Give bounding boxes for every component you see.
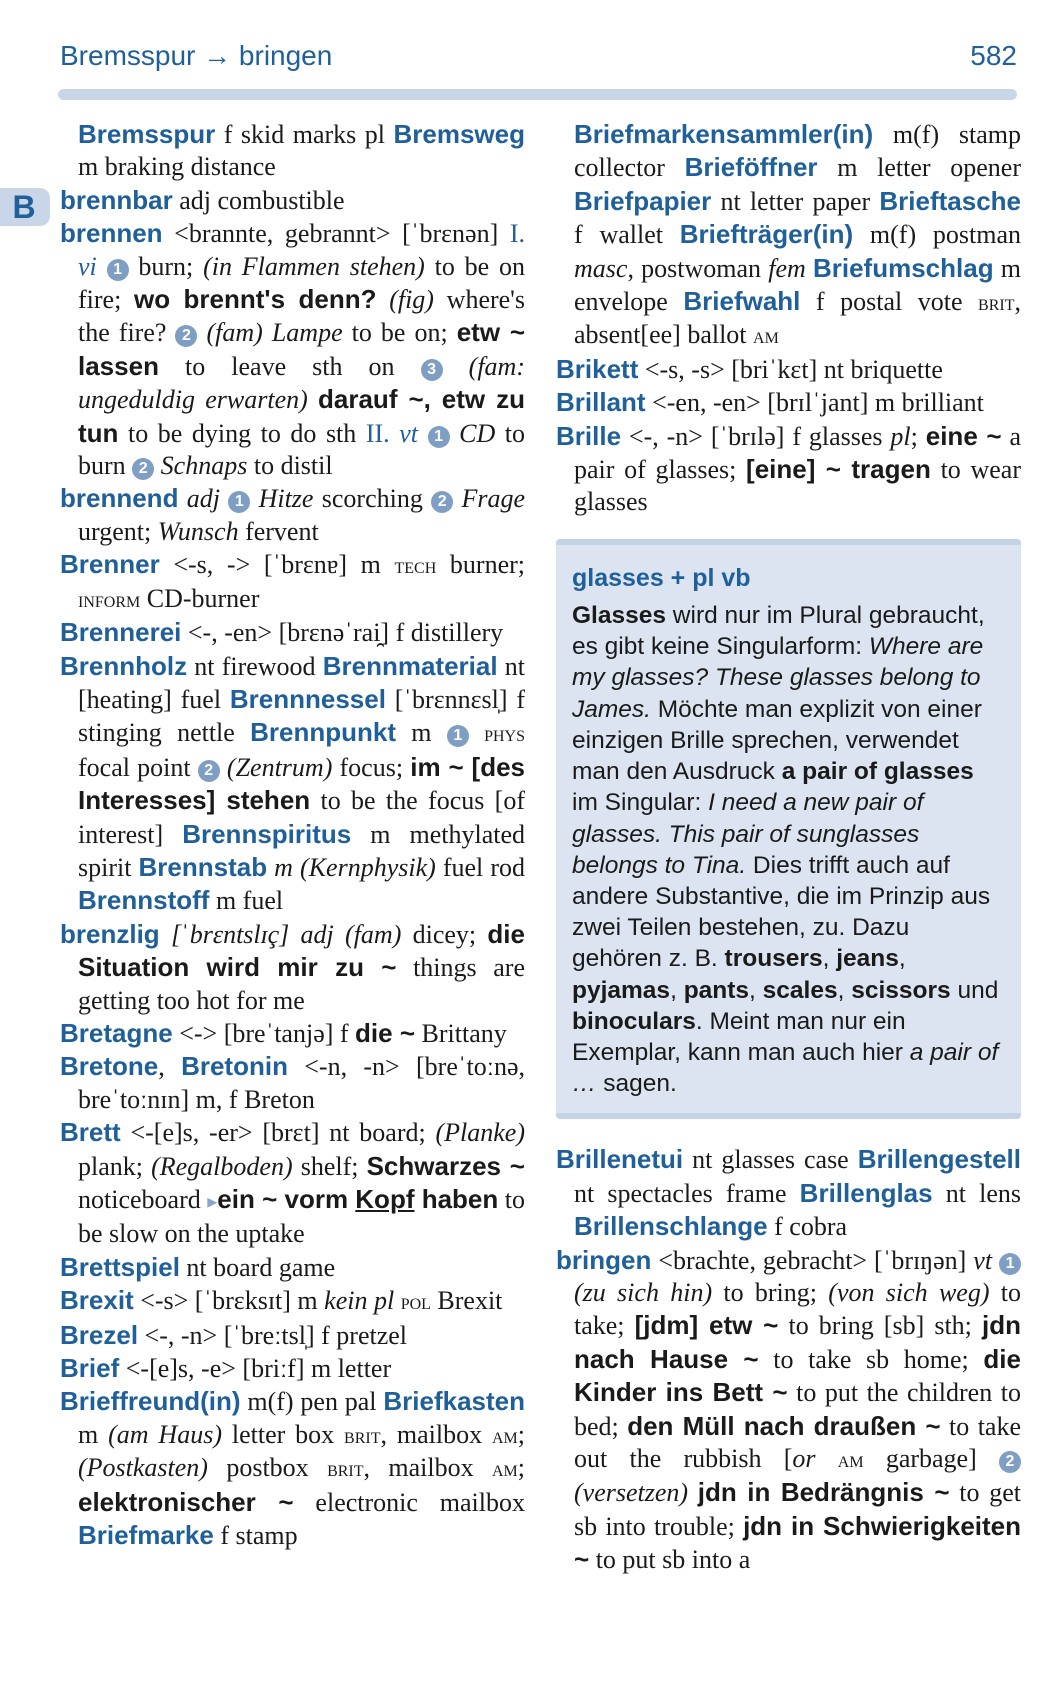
definition: adj combustible bbox=[172, 185, 345, 215]
headword: Brillant bbox=[556, 387, 646, 418]
running-head: Bremsspur → bringen bbox=[60, 40, 333, 71]
definition: nt board game bbox=[179, 1252, 336, 1282]
headword: Brikett bbox=[556, 353, 639, 384]
example: die Kinder ins Bett ~ bbox=[574, 1343, 1021, 1408]
gloss: Frage bbox=[453, 484, 525, 514]
page-number: 582 bbox=[970, 40, 1017, 71]
example: etw ~ lassen bbox=[78, 317, 525, 381]
entry-bretone bbox=[60, 1050, 525, 1116]
definition: nt lens bbox=[932, 1178, 1021, 1208]
example: wo brennt's denn? bbox=[134, 284, 377, 315]
entry-brillant bbox=[556, 386, 1021, 419]
definition: m letter opener bbox=[817, 153, 1021, 183]
forms: <brannte, gebrannt> [ˈbrɛnən] bbox=[162, 219, 510, 249]
label: phys bbox=[484, 721, 525, 747]
definition: f cobra bbox=[767, 1212, 848, 1242]
text: . Meint man nur ein Exemplar, kann man auch hier bbox=[572, 1007, 910, 1066]
definition: focus; bbox=[332, 752, 411, 782]
usage-note-text bbox=[572, 600, 1003, 1099]
gloss: (Postkasten) bbox=[78, 1453, 208, 1483]
definition: to take out the rubbish [ bbox=[574, 1411, 1021, 1473]
section-letter-tab: B bbox=[0, 188, 50, 226]
definition: postbox bbox=[207, 1453, 328, 1483]
headword: Brillengestell bbox=[857, 1144, 1021, 1175]
definition: noticeboard bbox=[78, 1185, 208, 1214]
definition: shelf; bbox=[292, 1151, 367, 1181]
sense-number-icon: 1 bbox=[428, 426, 450, 448]
entry-brezel bbox=[60, 1319, 525, 1352]
entry-brennerei bbox=[60, 616, 525, 649]
definition: to be on; bbox=[342, 318, 457, 348]
definition: m envelope bbox=[574, 253, 1021, 317]
headword: Briefmarkensammler(in) bbox=[574, 119, 874, 149]
term: Glasses bbox=[572, 602, 666, 630]
definition: focal point bbox=[78, 752, 198, 782]
example: elektronischer ~ bbox=[78, 1486, 294, 1517]
headword: Brennmaterial bbox=[322, 650, 498, 681]
definition: a pair of glasses; bbox=[574, 421, 1021, 485]
gloss: or bbox=[792, 1443, 816, 1473]
definition: ; bbox=[517, 1453, 525, 1483]
term: binoculars bbox=[572, 1007, 696, 1035]
example: eine ~ bbox=[925, 420, 1002, 451]
definition: to get sb into trouble; bbox=[574, 1478, 1021, 1541]
text: sagen. bbox=[596, 1070, 677, 1098]
term: jeans bbox=[836, 945, 899, 973]
definition: <-, -n> [ˈbreːtsl̩] f pretzel bbox=[138, 1320, 408, 1350]
headword: Brettspiel bbox=[60, 1251, 180, 1282]
headword: Brille bbox=[556, 420, 622, 451]
example: den Müll nach draußen ~ bbox=[627, 1410, 941, 1441]
gloss: (Planke) bbox=[435, 1118, 525, 1148]
definition bbox=[806, 254, 813, 283]
text: im Singular: bbox=[572, 789, 709, 817]
definition: to leave sth on bbox=[158, 351, 421, 381]
gloss: CD bbox=[449, 418, 496, 448]
definition: , absent[ee] ballot bbox=[574, 287, 1021, 350]
gloss: (von sich weg) bbox=[828, 1277, 990, 1307]
text: Dies trifft auch auf andere Substantive, die im Prinzip aus zwei Teilen bestehen, zu. Dazu gehören z. B. bbox=[572, 851, 991, 973]
definition: to be dying to do sth bbox=[118, 418, 366, 448]
sense-number-icon: 1 bbox=[999, 1253, 1021, 1275]
headword: Brennerei bbox=[60, 617, 182, 648]
term: scissors bbox=[851, 976, 951, 1004]
example: die ~ bbox=[355, 1017, 416, 1048]
definition: to wear glasses bbox=[574, 455, 1021, 517]
label: am bbox=[837, 1446, 864, 1472]
header-rule bbox=[58, 89, 1017, 100]
entry-brennbar bbox=[60, 184, 525, 217]
headword: Brennpunkt bbox=[250, 717, 396, 748]
example-keyword: Kopf bbox=[355, 1184, 415, 1214]
entry-brennen bbox=[60, 217, 525, 482]
entry-brenzlig bbox=[60, 918, 525, 1017]
entry-brettspiel bbox=[60, 1251, 525, 1284]
entry-bremsspur bbox=[60, 118, 525, 184]
definition: garbage] bbox=[863, 1443, 999, 1473]
definition: <-> [breˈtanjə] f bbox=[172, 1018, 356, 1048]
definition: where's the fire? bbox=[78, 285, 525, 348]
entry-brett bbox=[60, 1116, 525, 1251]
definition: f postal vote bbox=[800, 287, 979, 317]
definition: <-s> [ˈbrɛksɪt] m bbox=[133, 1286, 325, 1316]
entry-brille bbox=[556, 420, 1021, 519]
headword: brennend bbox=[60, 483, 179, 514]
definition: to take; bbox=[574, 1277, 1021, 1341]
example: jdn in Bedrängnis ~ bbox=[697, 1477, 950, 1508]
headword: Brennnessel bbox=[229, 683, 386, 714]
definition: <-, -en> [brɛnəˈrai̯] f distillery bbox=[181, 618, 504, 648]
text: wird nur im Plural gebraucht, es gibt keine Singularform: bbox=[572, 602, 985, 661]
gloss: (in Flammen stehen) bbox=[203, 251, 425, 281]
definition: f skid marks pl bbox=[215, 120, 394, 149]
gloss: pl bbox=[890, 421, 911, 451]
definition: to put the children to bed; bbox=[574, 1378, 1021, 1441]
entry-brillenetui bbox=[556, 1143, 1021, 1243]
definition: CD-burner bbox=[140, 583, 260, 613]
text: und bbox=[950, 976, 999, 1004]
definition: to be the focus [of interest] bbox=[78, 786, 525, 849]
definition: nt letter paper bbox=[711, 186, 880, 216]
definition: m(f) stamp collector bbox=[574, 120, 1021, 183]
definition: nt [heating] fuel bbox=[78, 651, 525, 714]
definition: [ˈbrɛnnɛsl̩] f stinging nettle bbox=[78, 684, 525, 748]
label: brit bbox=[978, 290, 1015, 316]
text: , bbox=[749, 976, 763, 1004]
term: a pair of glasses bbox=[781, 758, 974, 786]
gloss: (fam) Lampe bbox=[197, 318, 343, 348]
text: , bbox=[837, 976, 852, 1004]
sense-number-icon: 3 bbox=[421, 359, 443, 381]
definition: Brexit bbox=[430, 1286, 503, 1316]
example: I need a new pair of glasses. This pair of sunglasses belongs to Tina. bbox=[572, 789, 924, 879]
label: tech bbox=[394, 553, 437, 579]
headword: Brennstoff bbox=[78, 885, 210, 916]
definition: ; bbox=[910, 421, 926, 451]
definition: <-[e]s, -e> [briːf] m letter bbox=[119, 1354, 392, 1384]
example: jdn in Schwierigkeiten ~ bbox=[574, 1510, 1021, 1575]
example: [eine] ~ tragen bbox=[746, 454, 931, 485]
definition: m(f) postman bbox=[853, 220, 1021, 250]
term: scales bbox=[762, 976, 838, 1004]
sense-number-icon: 2 bbox=[198, 760, 220, 782]
definition: <-s, -s> [briˈkɛt] nt briquette bbox=[638, 354, 943, 384]
sense-number-icon: 2 bbox=[431, 491, 453, 513]
definition: burner; bbox=[436, 550, 525, 580]
headword: bringen bbox=[556, 1244, 652, 1275]
definition: <-, -n> [ˈbrɪlə] f glasses bbox=[621, 421, 891, 451]
text: , bbox=[898, 945, 906, 973]
example: jdn nach Hause ~ bbox=[574, 1310, 1021, 1374]
headword: Brieföffner bbox=[684, 152, 818, 183]
definition: urgent; bbox=[78, 516, 158, 546]
definition: nt glasses case bbox=[683, 1145, 858, 1175]
left-column bbox=[60, 118, 525, 1677]
text: Möchte man explizit von einer einzigen Brille sprechen, verwendet man den Ausdruck bbox=[572, 695, 982, 786]
headword: brennen bbox=[60, 218, 163, 249]
grammar: vt bbox=[389, 418, 428, 448]
definition: Brittany bbox=[415, 1018, 507, 1048]
definition: electronic mailbox bbox=[293, 1487, 525, 1517]
example: haben bbox=[414, 1184, 499, 1214]
definition: ; bbox=[517, 1419, 525, 1449]
gloss: (fam: ungeduldig erwarten) bbox=[78, 351, 525, 415]
gloss: (zu sich hin) bbox=[574, 1277, 713, 1307]
sense-number-icon: 1 bbox=[228, 491, 250, 513]
right-column bbox=[556, 118, 1021, 1677]
headword: Briefträger(in) bbox=[679, 219, 854, 250]
headword: Brillenetui bbox=[556, 1144, 684, 1175]
sense-number-icon: 2 bbox=[132, 458, 154, 480]
definition: nt spectacles frame bbox=[574, 1178, 800, 1208]
entry-brenner bbox=[60, 548, 525, 616]
headword: Brillenschlange bbox=[574, 1211, 768, 1242]
headword: brenzlig bbox=[60, 918, 160, 949]
definition: <brachte, gebracht> [ˈbrɪŋən] bbox=[651, 1245, 974, 1275]
definition: nt firewood bbox=[187, 651, 323, 681]
example: darauf ~, etw zu tun bbox=[78, 384, 525, 448]
definition: m bbox=[396, 718, 447, 748]
definition: , mailbox bbox=[380, 1419, 492, 1449]
definition: , postwoman bbox=[627, 253, 769, 283]
label: brit bbox=[327, 1456, 364, 1482]
headword: brennbar bbox=[60, 184, 173, 215]
headword: Bretonin bbox=[181, 1051, 288, 1082]
term: trousers bbox=[724, 945, 823, 973]
label: inform bbox=[78, 586, 141, 612]
headword: Briefumschlag bbox=[812, 252, 994, 283]
definition: to put sb into a bbox=[589, 1545, 751, 1575]
label: pol bbox=[400, 1289, 431, 1315]
example: Where are my glasses? These glasses belong to James. bbox=[572, 633, 984, 723]
definition: burn; bbox=[128, 251, 204, 281]
definition: m bbox=[78, 1419, 109, 1449]
roman-numeral: II. bbox=[365, 418, 390, 448]
term: pyjamas bbox=[572, 976, 671, 1004]
gloss: (Zentrum) bbox=[219, 752, 333, 782]
grammar: vt bbox=[973, 1245, 1000, 1275]
label: am bbox=[491, 1422, 518, 1448]
entry-bretagne bbox=[60, 1017, 525, 1050]
definition: to be on fire; bbox=[78, 251, 525, 315]
definition: <-s, -> [ˈbrɛnɐ] m bbox=[159, 550, 395, 580]
gloss: (versetzen) bbox=[574, 1478, 698, 1508]
text: , bbox=[822, 945, 837, 973]
sense-number-icon: 1 bbox=[447, 725, 469, 747]
usage-note-title: glasses + pl vb bbox=[572, 563, 751, 592]
headword: Brieffreund(in) bbox=[60, 1386, 241, 1417]
definition: <-en, -en> [brɪlˈjant] m brilliant bbox=[645, 388, 984, 418]
gloss: masc bbox=[574, 253, 628, 283]
definition: , mailbox bbox=[363, 1453, 492, 1483]
definition: fervent bbox=[238, 516, 319, 546]
gloss: m (Kernphysik) bbox=[267, 852, 436, 882]
example: ein ~ vorm bbox=[217, 1184, 356, 1214]
sense-number-icon: 1 bbox=[107, 259, 129, 281]
headword: Brezel bbox=[60, 1319, 139, 1350]
label: am bbox=[491, 1456, 518, 1482]
definition: m fuel bbox=[209, 886, 284, 916]
headword: Brenner bbox=[60, 549, 160, 580]
definition: to bring; bbox=[712, 1277, 829, 1307]
grammar: vi bbox=[78, 251, 107, 281]
gloss: kein pl bbox=[324, 1286, 395, 1316]
label: am bbox=[753, 323, 779, 349]
headword: Brieftasche bbox=[879, 185, 1021, 216]
headword: Briefkasten bbox=[383, 1386, 525, 1417]
sense-number-icon: 2 bbox=[999, 1451, 1021, 1473]
definition: to burn bbox=[78, 418, 525, 481]
definition: m(f) pen pal bbox=[240, 1387, 384, 1417]
headword: Brett bbox=[60, 1117, 121, 1148]
entry-brennholz bbox=[60, 650, 525, 918]
grammar: adj bbox=[178, 484, 229, 514]
entry-brennend bbox=[60, 482, 525, 548]
gloss: (am Haus) bbox=[108, 1419, 222, 1449]
example: Schwarzes ~ bbox=[366, 1150, 525, 1181]
headword: Bremsweg bbox=[393, 119, 525, 149]
headword: Briefpapier bbox=[574, 185, 712, 216]
gloss: Wunsch bbox=[157, 516, 239, 546]
headword: Brillenglas bbox=[799, 1177, 933, 1208]
definition: to be slow on the uptake bbox=[78, 1185, 525, 1249]
entry-brikett bbox=[556, 353, 1021, 386]
term: pants bbox=[683, 976, 750, 1004]
arrow-icon: ▸ bbox=[207, 1191, 218, 1213]
definition: f wallet bbox=[574, 220, 680, 250]
definition: plank; bbox=[78, 1151, 152, 1181]
headword: Brennspiritus bbox=[182, 818, 352, 849]
page-header bbox=[60, 40, 1017, 80]
text: , bbox=[670, 976, 684, 1004]
definition: to take sb home; bbox=[758, 1344, 984, 1374]
headword: Bretagne bbox=[60, 1017, 173, 1048]
headword: Bretone bbox=[60, 1051, 159, 1082]
definition: m methylated spirit bbox=[78, 819, 525, 882]
gloss: fem bbox=[768, 253, 806, 283]
definition: to distil bbox=[247, 451, 333, 481]
sense-number-icon: 2 bbox=[175, 325, 197, 347]
entry-brieffreund bbox=[60, 1385, 525, 1552]
entry-brexit bbox=[60, 1284, 525, 1318]
definition: <-n, -n> [breˈtoːnə, breˈtoːnɪn] m, f Breton bbox=[78, 1052, 525, 1114]
headword: Briefwahl bbox=[683, 286, 801, 317]
headword: Brennholz bbox=[60, 650, 188, 681]
entry-bringen bbox=[556, 1244, 1021, 1577]
label: brit bbox=[344, 1422, 381, 1448]
headword: Brennstab bbox=[138, 851, 268, 882]
gloss: [ˈbrɛntslɪç] adj (fam) bbox=[159, 919, 402, 949]
headword: Brexit bbox=[60, 1285, 134, 1316]
usage-note-box bbox=[556, 539, 1021, 1119]
example: a pair of … bbox=[572, 1038, 999, 1098]
gloss: (fig) bbox=[376, 285, 434, 315]
definition bbox=[816, 1444, 838, 1473]
definition: <-[e]s, -er> [brɛt] nt board; bbox=[120, 1118, 436, 1148]
definition: to bring [sb] sth; bbox=[778, 1311, 983, 1341]
definition: scorching bbox=[313, 484, 432, 514]
headword: Bremsspur bbox=[78, 119, 216, 149]
example: [jdm] etw ~ bbox=[634, 1310, 779, 1341]
gloss: Hitze bbox=[250, 484, 314, 514]
roman-numeral: I. bbox=[509, 219, 525, 249]
separator: , bbox=[158, 1052, 182, 1082]
definition: letter box bbox=[221, 1419, 345, 1449]
definition: dicey; bbox=[401, 919, 488, 949]
definition: things are getting too hot for me bbox=[78, 953, 525, 1015]
headword: Brief bbox=[60, 1353, 120, 1384]
gloss: Schnaps bbox=[154, 451, 248, 481]
example: die Situation wird mir zu ~ bbox=[78, 918, 525, 983]
definition: f stamp bbox=[213, 1521, 298, 1551]
headword: Briefmarke bbox=[78, 1520, 214, 1551]
definition: m braking distance bbox=[78, 152, 276, 182]
entry-brief bbox=[60, 1352, 525, 1385]
gloss: (Regalboden) bbox=[151, 1151, 293, 1181]
example: im ~ [des Interesses] stehen bbox=[78, 751, 525, 816]
entry-briefmarkensammler bbox=[556, 118, 1021, 353]
definition: fuel rod bbox=[435, 852, 525, 882]
